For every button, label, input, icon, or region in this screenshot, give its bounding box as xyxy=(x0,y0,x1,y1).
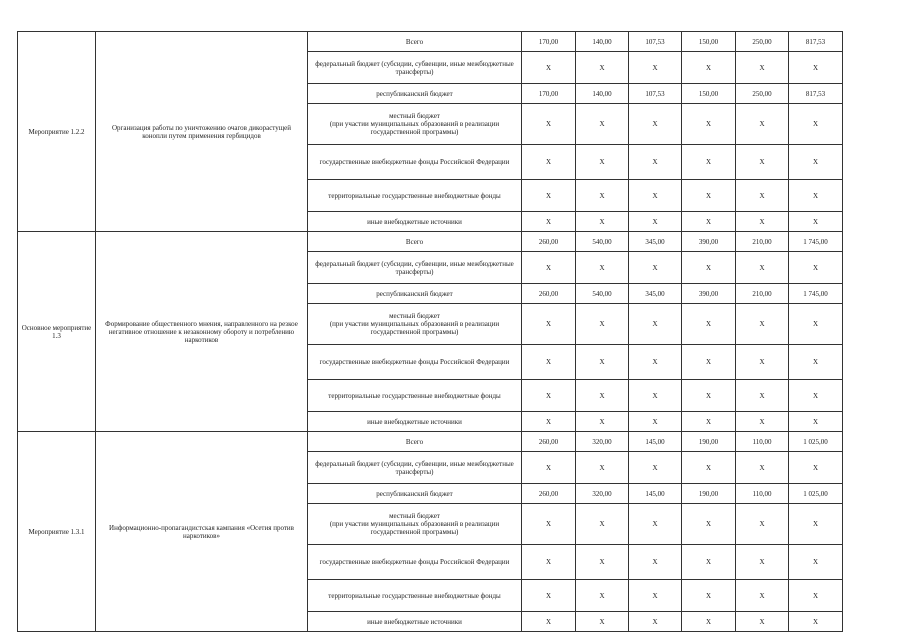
total-value-cell: X xyxy=(789,52,843,84)
year-value-cell: X xyxy=(682,412,736,432)
year-value-cell: X xyxy=(736,345,789,380)
year-value-cell: X xyxy=(629,180,682,212)
year-value-cell: X xyxy=(576,252,629,284)
year-value-cell: X xyxy=(576,180,629,212)
funding-source-label: республиканский бюджет xyxy=(308,284,522,304)
year-value-cell: X xyxy=(736,380,789,412)
measure-name: Организация работы по уничтожению очагов дикорастущей конопли путем применения гербицидов xyxy=(96,32,308,232)
year-value-cell: 390,00 xyxy=(682,284,736,304)
year-value-cell: X xyxy=(522,180,576,212)
total-value-cell: X xyxy=(789,452,843,484)
funding-source-label: государственные внебюджетные фонды Российской Федерации xyxy=(308,345,522,380)
funding-source-label: республиканский бюджет xyxy=(308,84,522,104)
year-value-cell: 260,00 xyxy=(522,432,576,452)
table-row xyxy=(18,32,843,52)
year-value-cell: X xyxy=(629,304,682,345)
year-value-cell: X xyxy=(736,304,789,345)
year-value-cell: X xyxy=(736,504,789,545)
year-value-cell: X xyxy=(576,612,629,632)
year-value-cell: X xyxy=(629,345,682,380)
total-value-cell: X xyxy=(789,145,843,180)
total-value-cell: X xyxy=(789,412,843,432)
year-value-cell: X xyxy=(682,452,736,484)
year-value-cell: 345,00 xyxy=(629,284,682,304)
year-value-cell: X xyxy=(522,580,576,612)
total-value-cell: X xyxy=(789,104,843,145)
year-value-cell: 150,00 xyxy=(682,84,736,104)
year-value-cell: X xyxy=(576,504,629,545)
year-value-cell: X xyxy=(522,252,576,284)
year-value-cell: X xyxy=(682,580,736,612)
funding-source-label: иные внебюджетные источники xyxy=(308,412,522,432)
funding-source-label: Всего xyxy=(308,32,522,52)
year-value-cell: 390,00 xyxy=(682,232,736,252)
year-value-cell: X xyxy=(629,412,682,432)
total-value-cell: X xyxy=(789,380,843,412)
year-value-cell: X xyxy=(522,504,576,545)
total-value-cell: 1 745,00 xyxy=(789,284,843,304)
year-value-cell: X xyxy=(682,212,736,232)
budget-table xyxy=(17,31,843,632)
year-value-cell: 190,00 xyxy=(682,432,736,452)
year-value-cell: 260,00 xyxy=(522,284,576,304)
year-value-cell: X xyxy=(576,380,629,412)
total-value-cell: X xyxy=(789,212,843,232)
funding-source-label: Всего xyxy=(308,232,522,252)
year-value-cell: 145,00 xyxy=(629,432,682,452)
year-value-cell: 210,00 xyxy=(736,232,789,252)
year-value-cell: X xyxy=(682,380,736,412)
year-value-cell: 250,00 xyxy=(736,84,789,104)
year-value-cell: X xyxy=(629,504,682,545)
funding-source-label: территориальные государственные внебюджетные фонды xyxy=(308,380,522,412)
measure-name: Формирование общественного мнения, направленного на резкое негативное отношение к незаконному обороту и потреблению наркотиков xyxy=(96,232,308,432)
year-value-cell: X xyxy=(682,545,736,580)
year-value-cell: 320,00 xyxy=(576,484,629,504)
year-value-cell: X xyxy=(736,180,789,212)
year-value-cell: X xyxy=(522,145,576,180)
funding-source-label: государственные внебюджетные фонды Российской Федерации xyxy=(308,545,522,580)
year-value-cell: 210,00 xyxy=(736,284,789,304)
funding-source-label: иные внебюджетные источники xyxy=(308,212,522,232)
year-value-cell: X xyxy=(736,612,789,632)
year-value-cell: X xyxy=(682,104,736,145)
year-value-cell: X xyxy=(576,304,629,345)
funding-source-label: федеральный бюджет (субсидии, субвенции, иные межбюджетные трансферты) xyxy=(308,52,522,84)
year-value-cell: X xyxy=(522,345,576,380)
year-value-cell: 107,53 xyxy=(629,32,682,52)
year-value-cell: X xyxy=(629,52,682,84)
year-value-cell: X xyxy=(736,545,789,580)
measure-name: Информационно-пропагандистская кампания «Осетия против наркотиков» xyxy=(96,432,308,632)
funding-source-label: республиканский бюджет xyxy=(308,484,522,504)
year-value-cell: 170,00 xyxy=(522,84,576,104)
year-value-cell: X xyxy=(682,345,736,380)
year-value-cell: X xyxy=(736,580,789,612)
year-value-cell: X xyxy=(629,212,682,232)
total-value-cell: 1 025,00 xyxy=(789,432,843,452)
year-value-cell: X xyxy=(736,145,789,180)
year-value-cell: X xyxy=(576,145,629,180)
year-value-cell: X xyxy=(576,412,629,432)
funding-source-label: местный бюджет (при участии муниципальных образований в реализации государственной программы) xyxy=(308,504,522,545)
year-value-cell: X xyxy=(736,212,789,232)
total-value-cell: X xyxy=(789,304,843,345)
year-value-cell: X xyxy=(629,380,682,412)
total-value-cell: 817,53 xyxy=(789,32,843,52)
year-value-cell: X xyxy=(682,612,736,632)
funding-source-label: местный бюджет (при участии муниципальных образований в реализации государственной программы) xyxy=(308,304,522,345)
year-value-cell: 150,00 xyxy=(682,32,736,52)
year-value-cell: X xyxy=(682,252,736,284)
funding-source-label: территориальные государственные внебюджетные фонды xyxy=(308,180,522,212)
total-value-cell: X xyxy=(789,504,843,545)
year-value-cell: X xyxy=(629,580,682,612)
year-value-cell: X xyxy=(736,452,789,484)
total-value-cell: 1 025,00 xyxy=(789,484,843,504)
year-value-cell: X xyxy=(522,452,576,484)
total-value-cell: X xyxy=(789,612,843,632)
year-value-cell: X xyxy=(576,452,629,484)
table-row xyxy=(18,232,843,252)
year-value-cell: X xyxy=(522,380,576,412)
funding-source-label: государственные внебюджетные фонды Российской Федерации xyxy=(308,145,522,180)
funding-source-label: федеральный бюджет (субсидии, субвенции, иные межбюджетные трансферты) xyxy=(308,452,522,484)
year-value-cell: 170,00 xyxy=(522,32,576,52)
year-value-cell: 260,00 xyxy=(522,232,576,252)
year-value-cell: X xyxy=(576,545,629,580)
total-value-cell: X xyxy=(789,545,843,580)
year-value-cell: X xyxy=(629,252,682,284)
year-value-cell: X xyxy=(576,345,629,380)
year-value-cell: X xyxy=(736,252,789,284)
year-value-cell: X xyxy=(736,412,789,432)
year-value-cell: X xyxy=(629,452,682,484)
year-value-cell: X xyxy=(576,580,629,612)
measure-code: Мероприятие 1.2.2 xyxy=(18,32,96,232)
year-value-cell: X xyxy=(629,545,682,580)
year-value-cell: X xyxy=(522,612,576,632)
measure-code: Мероприятие 1.3.1 xyxy=(18,432,96,632)
year-value-cell: X xyxy=(682,145,736,180)
year-value-cell: X xyxy=(682,52,736,84)
funding-source-label: Всего xyxy=(308,432,522,452)
year-value-cell: X xyxy=(682,304,736,345)
year-value-cell: 250,00 xyxy=(736,32,789,52)
year-value-cell: 190,00 xyxy=(682,484,736,504)
year-value-cell: X xyxy=(736,52,789,84)
total-value-cell: X xyxy=(789,180,843,212)
year-value-cell: X xyxy=(682,180,736,212)
year-value-cell: 140,00 xyxy=(576,32,629,52)
year-value-cell: X xyxy=(522,304,576,345)
year-value-cell: 540,00 xyxy=(576,284,629,304)
year-value-cell: X xyxy=(629,145,682,180)
total-value-cell: X xyxy=(789,252,843,284)
funding-source-label: федеральный бюджет (субсидии, субвенции, иные межбюджетные трансферты) xyxy=(308,252,522,284)
measure-code: Основное мероприятие 1.3 xyxy=(18,232,96,432)
year-value-cell: X xyxy=(522,545,576,580)
total-value-cell: 1 745,00 xyxy=(789,232,843,252)
year-value-cell: X xyxy=(576,52,629,84)
year-value-cell: X xyxy=(629,612,682,632)
year-value-cell: 110,00 xyxy=(736,432,789,452)
year-value-cell: X xyxy=(522,212,576,232)
year-value-cell: 540,00 xyxy=(576,232,629,252)
year-value-cell: 110,00 xyxy=(736,484,789,504)
funding-source-label: местный бюджет (при участии муниципальных образований в реализации государственной программы) xyxy=(308,104,522,145)
funding-source-label: иные внебюджетные источники xyxy=(308,612,522,632)
funding-source-label: территориальные государственные внебюджетные фонды xyxy=(308,580,522,612)
year-value-cell: X xyxy=(576,104,629,145)
year-value-cell: 107,53 xyxy=(629,84,682,104)
year-value-cell: 345,00 xyxy=(629,232,682,252)
year-value-cell: X xyxy=(629,104,682,145)
year-value-cell: 320,00 xyxy=(576,432,629,452)
year-value-cell: X xyxy=(522,104,576,145)
year-value-cell: X xyxy=(522,412,576,432)
year-value-cell: X xyxy=(682,504,736,545)
table-row xyxy=(18,432,843,452)
year-value-cell: 260,00 xyxy=(522,484,576,504)
year-value-cell: 145,00 xyxy=(629,484,682,504)
year-value-cell: 140,00 xyxy=(576,84,629,104)
total-value-cell: X xyxy=(789,345,843,380)
year-value-cell: X xyxy=(736,104,789,145)
year-value-cell: X xyxy=(576,212,629,232)
total-value-cell: X xyxy=(789,580,843,612)
total-value-cell: 817,53 xyxy=(789,84,843,104)
year-value-cell: X xyxy=(522,52,576,84)
